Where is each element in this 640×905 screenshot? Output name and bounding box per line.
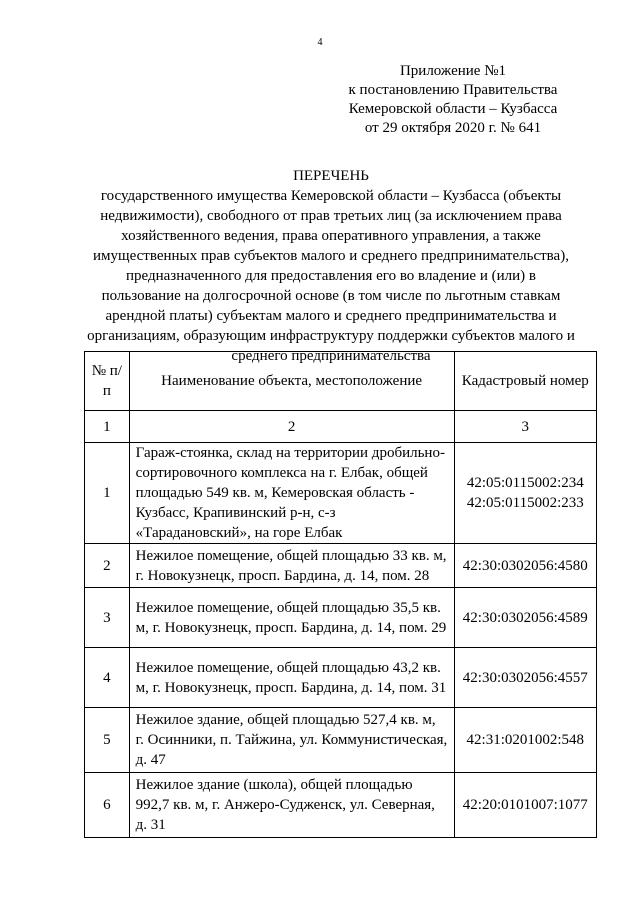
row-cadastral [454, 544, 596, 588]
cadastral-number: 42:30:0302056:4580 [462, 557, 588, 574]
table-row [85, 648, 597, 708]
row-cadastral [454, 773, 596, 838]
page-number: 4 [317, 37, 323, 48]
column-index-row [85, 411, 597, 443]
row-object-name: Нежилое помещение, общей площадью 33 кв. м, г. Новокузнецк, просп. Бардина, д. 14, пом. 28 [129, 544, 454, 588]
table-row [85, 708, 597, 773]
row-cadastral [454, 443, 596, 544]
title-heading: ПЕРЕЧЕНЬ [293, 168, 369, 184]
table-row [85, 544, 597, 588]
row-number: 6 [85, 773, 130, 838]
appendix-line: к постановлению Правительства [348, 82, 558, 98]
cadastral-number: 42:30:0302056:4557 [462, 669, 588, 686]
row-object-name: Нежилое здание (школа), общей площадью 992,7 кв. м, г. Анжеро-Судженск, ул. Северная, д. 31 [129, 773, 454, 838]
header-name: Наименование объекта, местоположение [129, 352, 454, 411]
row-object-name: Нежилое помещение, общей площадью 43,2 кв. м, г. Новокузнецк, просп. Бардина, д. 14, пом. 31 [129, 648, 454, 708]
table-row [85, 588, 597, 648]
table-row [85, 773, 597, 838]
row-cadastral [454, 588, 596, 648]
cadastral-number: 42:05:0115002:234 [466, 475, 584, 491]
header-num: № п/п [85, 352, 130, 411]
title-body: государственного имущества Кемеровской области – Кузбасса (объекты недвижимости), свободного от прав третьих лиц (за исключением права хозяйственного ведения, права оперативного управления, а также имущественных прав субъектов малого и среднего предпринимательства), предназначенного для предоставления его во владение и (или) в пользование на долгосрочной основе (в том числе по льготным ставкам арендной платы) субъектам малого и среднего предпринимательства и организациям, образующим инфраструктуру поддержки субъектов малого и среднего предпринимательства [87, 188, 575, 364]
row-number: 3 [85, 588, 130, 648]
cadastral-number: 42:20:0101007:1077 [462, 797, 588, 813]
row-number: 1 [85, 443, 130, 544]
table-row [85, 443, 597, 544]
column-index: 2 [129, 411, 454, 443]
cadastral-number: 42:05:0115002:233 [466, 495, 584, 511]
row-cadastral [454, 648, 596, 708]
row-number: 5 [85, 708, 130, 773]
header-cadastral: Кадастровый номер [454, 352, 596, 411]
row-cadastral [454, 708, 596, 773]
row-object-name: Нежилое помещение, общей площадью 35,5 кв. м, г. Новокузнецк, просп. Бардина, д. 14, пом. 29 [129, 588, 454, 648]
row-object-name: Гараж-стоянка, склад на территории дробильно-сортировочного комплекса на г. Елбак, общей площадью 549 кв. м, Кемеровская область - Кузбасс, Крапивинский р-н, с-з «Тарадановский», на горе Елбак [129, 443, 454, 544]
table-header-row [85, 352, 597, 411]
cadastral-number: 42:31:0201002:548 [466, 732, 585, 748]
appendix-line: Кемеровской области – Кузбасса [348, 101, 558, 117]
row-number: 4 [85, 648, 130, 708]
property-table [84, 351, 597, 838]
cadastral-number: 42:30:0302056:4589 [462, 609, 588, 626]
row-object-name: Нежилое здание, общей площадью 527,4 кв. м, г. Осинники, п. Тайжина, ул. Коммунистическая, д. 47 [129, 708, 454, 773]
column-index: 1 [85, 411, 130, 443]
column-index: 3 [454, 411, 596, 443]
appendix-block [340, 62, 566, 138]
row-number: 2 [85, 544, 130, 588]
document-title [86, 166, 576, 366]
appendix-line: Приложение №1 [399, 63, 507, 79]
appendix-line: от 29 октября 2020 г. № 641 [364, 120, 542, 136]
